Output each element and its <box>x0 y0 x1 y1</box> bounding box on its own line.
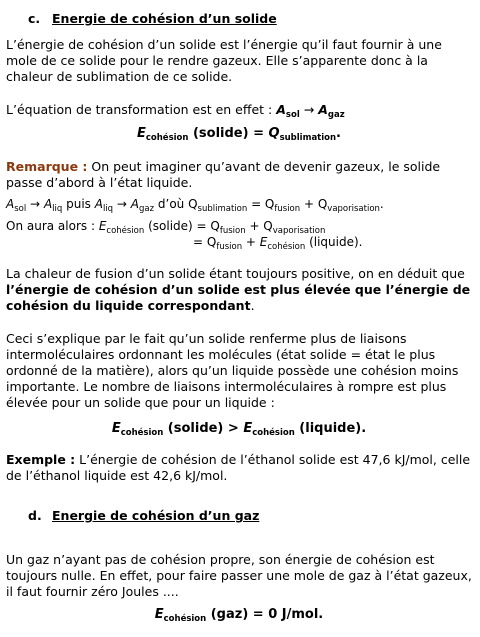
remark-paragraph: Remarque : On peut imaginer qu’avant de devenir gazeux, le solide passe d’abord à l’état liquide. <box>6 159 441 190</box>
remark-equation-line-2: On aura alors : $E_{cohésion}$ (solide) = $Q_{fusion} + Q_{vaporisation}$ <box>6 219 326 236</box>
paragraph-explanation: Ceci s’explique par le fait qu’un solide renferme plus de liaisons intermoléculaires ordonnant les molécules (état solide = état le plus ordonné de la matière), alors qu’un liquide possède une cohésion moins importante. Le nombre de liaisons intermoléculaires à rompre est plus élevée pour un solide que pour un liquide : <box>6 331 459 410</box>
key-conclusion: l’énergie de cohésion d’un solide est plus élevée que l’énergie de cohésion du liquide correspondant <box>6 282 471 313</box>
remark-label: Remarque : <box>6 159 88 174</box>
paragraph-transformation: L’équation de transformation est en effet : $A_{sol} \to A_{gaz}$ <box>6 102 345 120</box>
paragraph-gas: Un gaz n’ayant pas de cohésion propre, son énergie de cohésion est toujours nulle. En effet, pour faire passer une mole de gaz à l’état gazeux, il faut fournir zéro Joules .... <box>6 552 472 599</box>
section-letter: c. <box>28 11 41 26</box>
example-label: Exemple : <box>6 452 76 467</box>
equation-cohesion-sublimation: $E_{cohésion}$ (solide) = $Q_{sublimation}$. <box>136 126 341 143</box>
paragraph-fusion-conclusion: La chaleur de fusion d’un solide étant toujours positive, on en déduit que l’énergie de cohésion d’un solide est plus élevée que l’énergie de cohésion du liquide correspondant. <box>6 266 471 313</box>
section-title: Energie de cohésion d’un gaz <box>52 508 260 523</box>
section-heading-d <box>28 508 480 524</box>
equation-solid-vs-liquid: $E_{cohésion}$ (solide) > $E_{cohésion}$ (liquide). <box>111 421 367 438</box>
remark-equation-line-3: = $Q_{fusion} + E_{cohésion}$ (liquide). <box>193 235 363 252</box>
example-paragraph: Exemple : L’énergie de cohésion de l’éthanol solide est 47,6 kJ/mol, celle de l’éthanol liquide est 42,6 kJ/mol. <box>6 452 471 483</box>
section-title: Energie de cohésion d’un solide <box>52 11 277 26</box>
remark-equation-line-1: $A_{sol} \to A_{liq}$ puis $A_{liq} \to A_{gaz}$ d’où $Q_{sublimation} = Q_{fusion} + Q_{vaporisation}$. <box>6 197 384 214</box>
section-letter: d. <box>28 508 42 523</box>
section-heading-c <box>28 11 480 27</box>
paragraph-definition: L’énergie de cohésion d’un solide est l’énergie qu’il faut fournir à une mole de ce solide pour le rendre gazeux. Elle s’apparente donc à la chaleur de sublimation de ce solide. <box>6 37 442 84</box>
equation-gas-cohesion: $E_{cohésion}$ (gaz) = 0 J/mol. <box>154 607 324 624</box>
